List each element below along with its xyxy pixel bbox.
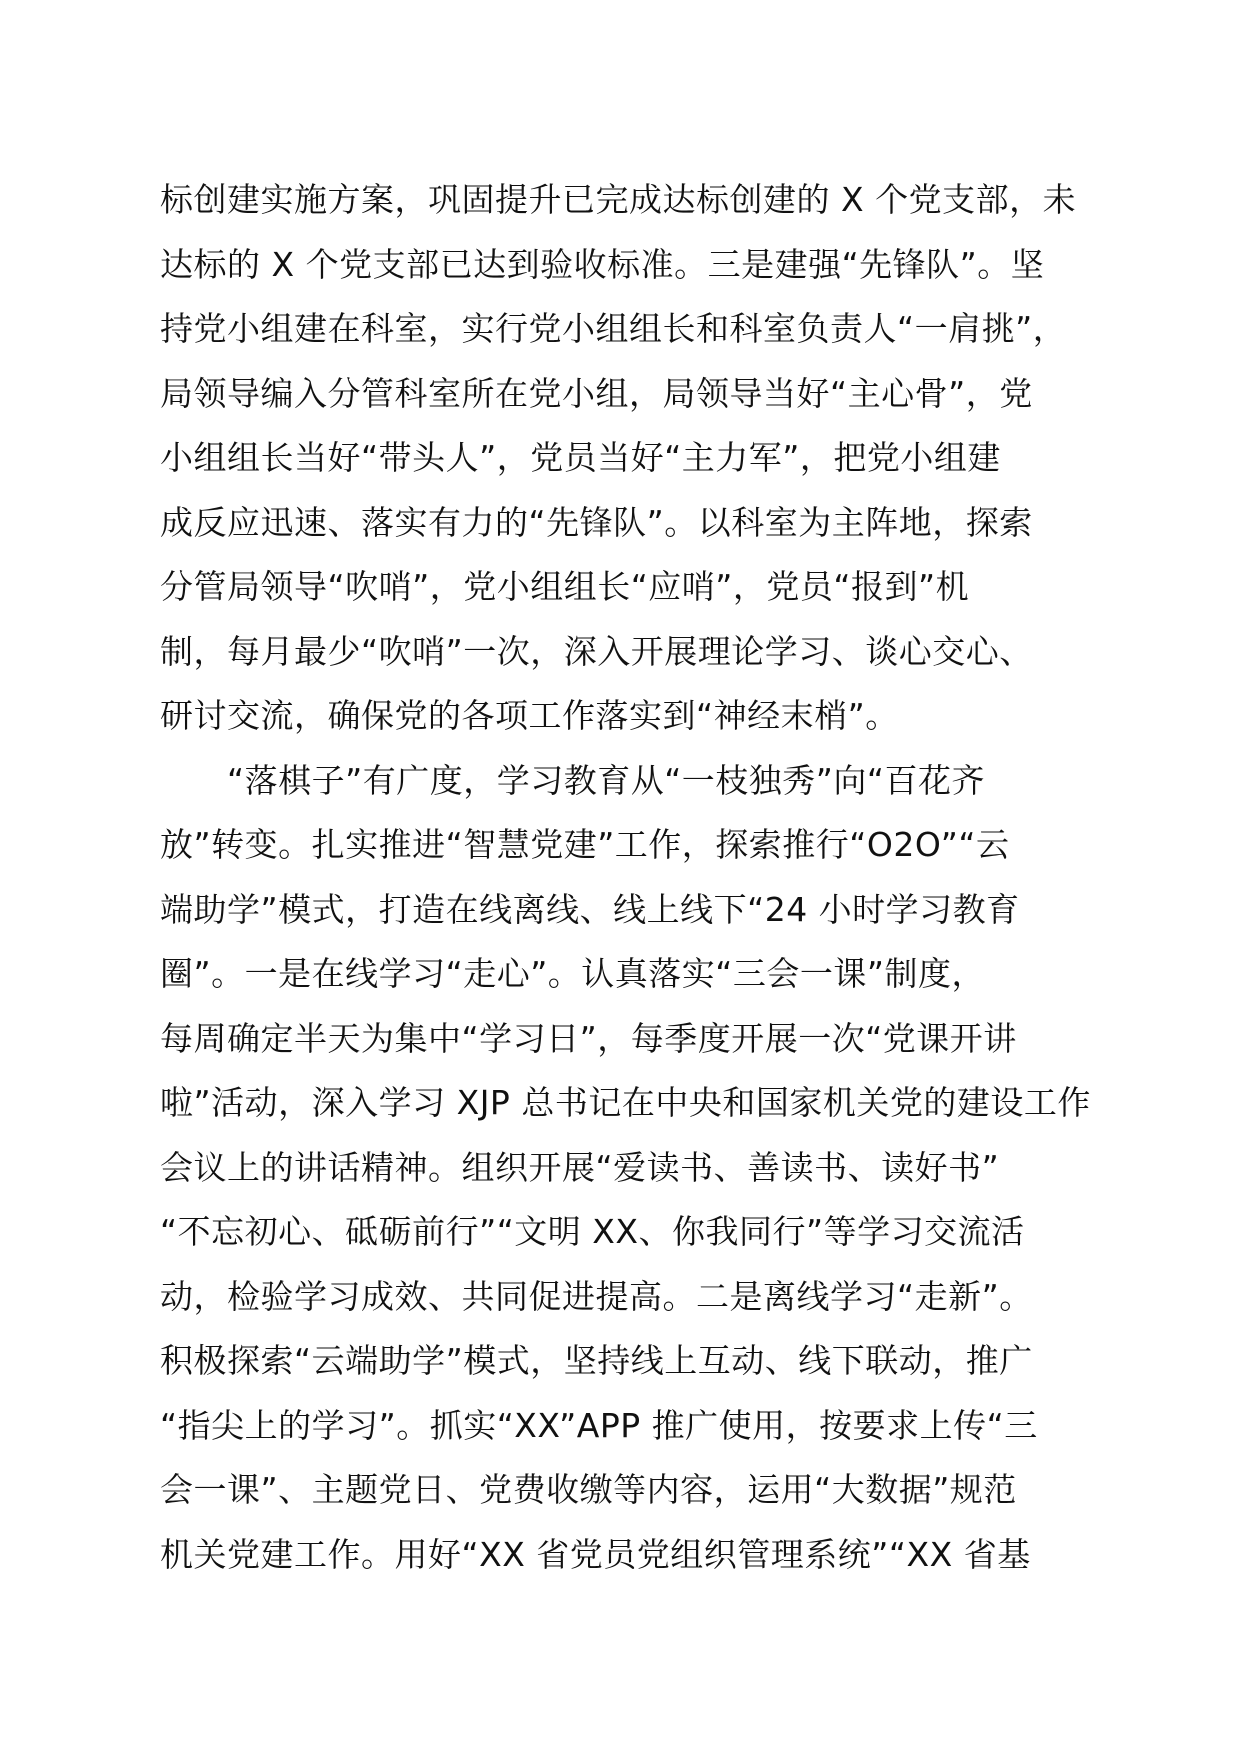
text-line: 小组组长当好“带头人”，党员当好“主力军”，把党小组建 bbox=[160, 438, 1001, 477]
text-line: 放”转变。扎实推进“智慧党建”工作，探索推行“O2O”“云 bbox=[160, 825, 1010, 864]
text-line: 会议上的讲话精神。组织开展“爱读书、善读书、读好书” bbox=[160, 1147, 1000, 1187]
text-line: “落棋子”有广度，学习教育从“一枝独秀”向“百花齐 bbox=[160, 760, 985, 800]
text-line: 积极探索“云端助学”模式，坚持线上互动、线下联动，推广 bbox=[160, 1341, 1033, 1380]
text-line: 达标的 X 个党支部已达到验收标准。三是建强“先锋队”。坚 bbox=[160, 244, 1045, 284]
text-line: “指尖上的学习”。抓实“XX”APP 推广使用，按要求上传“三 bbox=[160, 1405, 1038, 1445]
text-line: 标创建实施方案，巩固提升已完成达标创建的 X 个党支部，未 bbox=[160, 180, 1077, 219]
body-text bbox=[160, 168, 1120, 1587]
text-line: 啦”活动，深入学习 XJP 总书记在中央和国家机关党的建设工作 bbox=[160, 1083, 1091, 1122]
text-line: 动，检验学习成效、共同促进提高。二是离线学习“走新”。 bbox=[160, 1276, 1033, 1316]
text-line: 持党小组建在科室，实行党小组组长和科室负责人“一肩挑”， bbox=[160, 309, 1067, 348]
text-line: 会一课”、主题党日、党费收缴等内容，运用“大数据”规范 bbox=[160, 1470, 1017, 1509]
text-line: 机关党建工作。用好“XX 省党员党组织管理系统”“XX 省基 bbox=[160, 1534, 1031, 1574]
text-line: “不忘初心、砥砺前行”“文明 XX、你我同行”等学习交流活 bbox=[160, 1212, 1025, 1251]
text-line: 端助学”模式，打造在线离线、线上线下“24 小时学习教育 bbox=[160, 889, 1020, 929]
text-line: 每周确定半天为集中“学习日”，每季度开展一次“党课开讲 bbox=[160, 1018, 1017, 1058]
text-line: 圈”。一是在线学习“走心”。认真落实“三会一课”制度， bbox=[160, 954, 985, 993]
text-line: 成反应迅速、落实有力的“先锋队”。以科室为主阵地，探索 bbox=[160, 502, 1033, 542]
text-line: 制，每月最少“吹哨”一次，深入开展理论学习、谈心交心、 bbox=[160, 631, 1033, 671]
text-line: 研讨交流，确保党的各项工作落实到“神经末梢”。 bbox=[160, 696, 899, 735]
text-line: 局领导编入分管科室所在党小组，局领导当好“主心骨”，党 bbox=[160, 373, 1033, 413]
text-line: 分管局领导“吹哨”，党小组组长“应哨”，党员“报到”机 bbox=[160, 567, 970, 606]
